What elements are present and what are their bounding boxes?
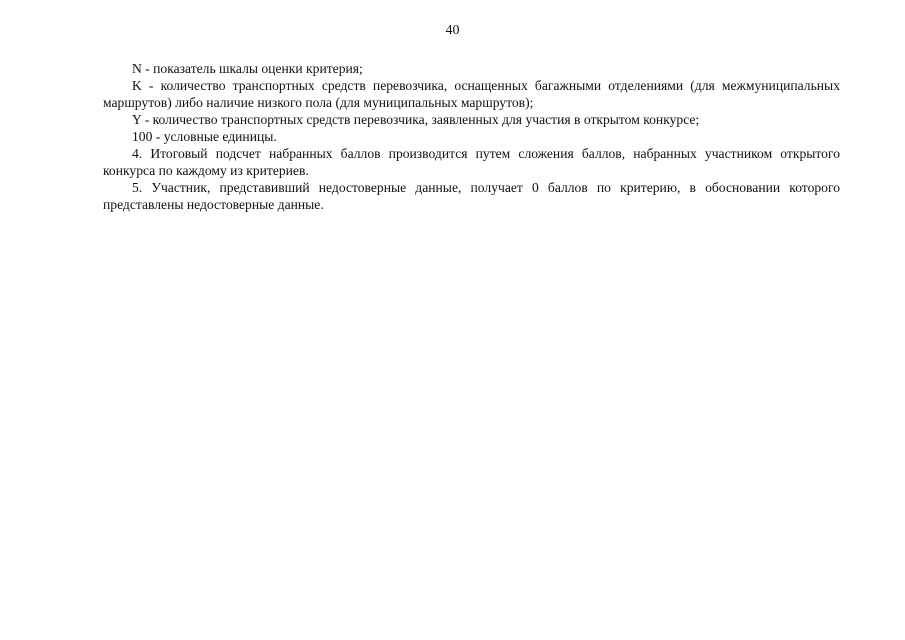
paragraph-n-definition: N - показатель шкалы оценки критерия; — [132, 61, 363, 76]
page-number: 40 — [445, 23, 460, 38]
document-body — [103, 60, 840, 213]
paragraph-k-definition: K - количество транспортных средств перевозчика, оснащенных багажными отделениями (для межмуниципальных маршрутов) либо наличие низкого пола (для муниципальных маршрутов); — [103, 78, 840, 110]
paragraph-y-definition: Y - количество транспортных средств перевозчика, заявленных для участия в открытом конкурсе; — [132, 112, 700, 127]
paragraph-item-4: 4. Итоговый подсчет набранных баллов производится путем сложения баллов, набранных участником открытого конкурса по каждому из критериев. — [103, 146, 840, 178]
paragraph-item-5: 5. Участник, представивший недостоверные данные, получает 0 баллов по критерию, в обосновании которого представлены недостоверные данные. — [103, 180, 840, 212]
paragraph-units: 100 - условные единицы. — [132, 129, 277, 144]
